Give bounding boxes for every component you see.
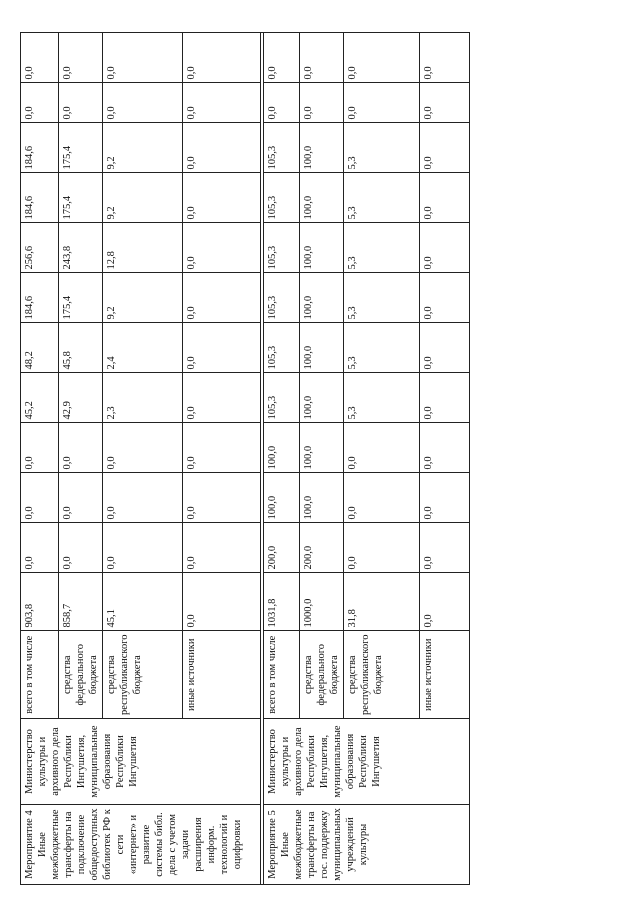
value-cell: 0,0 bbox=[103, 33, 183, 83]
value-cell: 100,0 bbox=[300, 323, 344, 373]
value-cell: 200,0 bbox=[300, 523, 344, 573]
value-cell: 0,0 bbox=[183, 523, 261, 573]
value-cell: 105,3 bbox=[264, 273, 300, 323]
value-cell: 0,0 bbox=[420, 323, 470, 373]
value-cell: 0,0 bbox=[183, 573, 261, 631]
value-cell: 45,8 bbox=[59, 323, 103, 373]
value-cell: 9,2 bbox=[103, 123, 183, 173]
value-cell: 0,0 bbox=[420, 83, 470, 123]
value-cell: 0,0 bbox=[59, 473, 103, 523]
value-cell: 184,6 bbox=[21, 123, 59, 173]
value-cell: 0,0 bbox=[183, 33, 261, 83]
value-cell: 100,0 bbox=[264, 473, 300, 523]
value-cell: 0,0 bbox=[344, 473, 420, 523]
value-cell: 9,2 bbox=[103, 173, 183, 223]
value-cell: 1031,8 bbox=[264, 573, 300, 631]
value-cell: 45,2 bbox=[21, 373, 59, 423]
value-cell: 9,2 bbox=[103, 273, 183, 323]
funding-source: средства федерального бюджета bbox=[59, 631, 103, 719]
value-cell: 0,0 bbox=[420, 523, 470, 573]
value-cell: 100,0 bbox=[300, 423, 344, 473]
value-cell: 5,3 bbox=[344, 323, 420, 373]
value-cell: 31,8 bbox=[344, 573, 420, 631]
value-cell: 105,3 bbox=[264, 223, 300, 273]
value-cell: 0,0 bbox=[420, 123, 470, 173]
value-cell: 42,9 bbox=[59, 373, 103, 423]
value-cell: 12,8 bbox=[103, 223, 183, 273]
value-cell: 0,0 bbox=[344, 423, 420, 473]
funding-source: средства федерального бюджета bbox=[300, 631, 344, 719]
value-cell: 0,0 bbox=[420, 473, 470, 523]
value-cell: 0,0 bbox=[183, 223, 261, 273]
value-cell: 175,4 bbox=[59, 123, 103, 173]
value-cell: 1000,0 bbox=[300, 573, 344, 631]
value-cell: 0,0 bbox=[420, 373, 470, 423]
funding-source: средства республиканского бюджета bbox=[103, 631, 183, 719]
value-cell: 2,4 bbox=[103, 323, 183, 373]
value-cell: 0,0 bbox=[103, 83, 183, 123]
value-cell: 105,3 bbox=[264, 173, 300, 223]
measure-name: Мероприятие 4 Иные межбюджетные трансферты на подключение общедоступных библиотек РФ к сети «интернет» и развитие системы библ. дела с учетом задачи расширения информ. технологий и оцифровки bbox=[21, 805, 261, 885]
value-cell: 0,0 bbox=[344, 33, 420, 83]
value-cell: 0,0 bbox=[264, 33, 300, 83]
funding-source: средства республиканского бюджета bbox=[344, 631, 420, 719]
value-cell: 45,1 bbox=[103, 573, 183, 631]
value-cell: 0,0 bbox=[300, 83, 344, 123]
executor-name: Министерство культуры и архивного дела Республики Ингушетия, муниципальные образования Республики Ингушетия bbox=[264, 719, 470, 805]
value-cell: 184,6 bbox=[21, 173, 59, 223]
funding-source: всего в том числе bbox=[21, 631, 59, 719]
value-cell: 0,0 bbox=[21, 523, 59, 573]
value-cell: 243,8 bbox=[59, 223, 103, 273]
value-cell: 200,0 bbox=[264, 523, 300, 573]
value-cell: 0,0 bbox=[59, 33, 103, 83]
funding-source: всего в том числе bbox=[264, 631, 300, 719]
value-cell: 5,3 bbox=[344, 123, 420, 173]
value-cell: 0,0 bbox=[183, 83, 261, 123]
value-cell: 0,0 bbox=[183, 423, 261, 473]
value-cell: 5,3 bbox=[344, 223, 420, 273]
value-cell: 0,0 bbox=[344, 83, 420, 123]
value-cell: 903,8 bbox=[21, 573, 59, 631]
value-cell: 100,0 bbox=[300, 223, 344, 273]
value-cell: 256,6 bbox=[21, 223, 59, 273]
value-cell: 175,4 bbox=[59, 273, 103, 323]
value-cell: 0,0 bbox=[183, 373, 261, 423]
value-cell: 100,0 bbox=[300, 123, 344, 173]
value-cell: 0,0 bbox=[103, 523, 183, 573]
value-cell: 0,0 bbox=[300, 33, 344, 83]
value-cell: 858,7 bbox=[59, 573, 103, 631]
budget-table bbox=[20, 33, 470, 886]
funding-source: иные источники bbox=[420, 631, 470, 719]
value-cell: 175,4 bbox=[59, 173, 103, 223]
value-cell: 0,0 bbox=[183, 473, 261, 523]
value-cell: 0,0 bbox=[344, 523, 420, 573]
value-cell: 0,0 bbox=[264, 83, 300, 123]
value-cell: 0,0 bbox=[183, 123, 261, 173]
value-cell: 0,0 bbox=[420, 173, 470, 223]
value-cell: 48,2 bbox=[21, 323, 59, 373]
value-cell: 0,0 bbox=[420, 423, 470, 473]
value-cell: 0,0 bbox=[420, 573, 470, 631]
value-cell: 5,3 bbox=[344, 273, 420, 323]
value-cell: 0,0 bbox=[59, 83, 103, 123]
value-cell: 0,0 bbox=[21, 33, 59, 83]
table-row bbox=[21, 33, 59, 885]
value-cell: 0,0 bbox=[21, 423, 59, 473]
value-cell: 0,0 bbox=[21, 83, 59, 123]
value-cell: 0,0 bbox=[420, 223, 470, 273]
value-cell: 105,3 bbox=[264, 123, 300, 173]
value-cell: 0,0 bbox=[183, 273, 261, 323]
value-cell: 5,3 bbox=[344, 173, 420, 223]
value-cell: 100,0 bbox=[300, 373, 344, 423]
value-cell: 5,3 bbox=[344, 373, 420, 423]
value-cell: 0,0 bbox=[103, 423, 183, 473]
value-cell: 100,0 bbox=[300, 473, 344, 523]
value-cell: 105,3 bbox=[264, 373, 300, 423]
funding-source: иные источники bbox=[183, 631, 261, 719]
measure-name: Мероприятие 5 Иные межбюджетные трансферты на гос. поддержку муниципальных учреждений культуры bbox=[264, 805, 470, 885]
value-cell: 0,0 bbox=[21, 473, 59, 523]
value-cell: 0,0 bbox=[183, 323, 261, 373]
value-cell: 2,3 bbox=[103, 373, 183, 423]
value-cell: 0,0 bbox=[103, 473, 183, 523]
value-cell: 0,0 bbox=[420, 273, 470, 323]
value-cell: 0,0 bbox=[183, 173, 261, 223]
value-cell: 100,0 bbox=[300, 273, 344, 323]
value-cell: 0,0 bbox=[420, 33, 470, 83]
value-cell: 105,3 bbox=[264, 323, 300, 373]
value-cell: 100,0 bbox=[264, 423, 300, 473]
value-cell: 0,0 bbox=[59, 523, 103, 573]
value-cell: 0,0 bbox=[59, 423, 103, 473]
value-cell: 100,0 bbox=[300, 173, 344, 223]
executor-name: Министерство культуры и архивного дела Республики Ингушетия, муниципальные образования Республики Ингушетия bbox=[21, 719, 261, 805]
value-cell: 184,6 bbox=[21, 273, 59, 323]
table-row bbox=[264, 33, 300, 885]
